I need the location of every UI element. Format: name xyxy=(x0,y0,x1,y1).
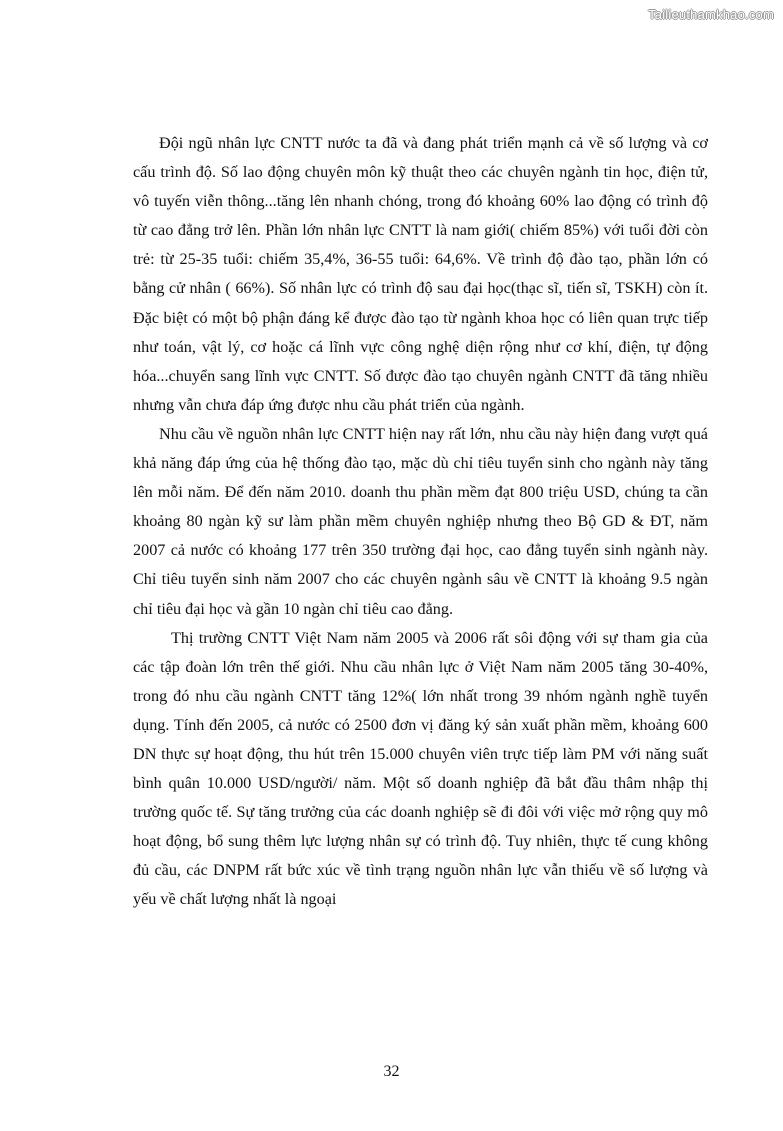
paragraph-workforce-demand: Nhu cầu về nguồn nhân lực CNTT hiện nay rất lớn, nhu cầu này hiện đang vượt quá khả năng đáp ứng của hệ thống đào tạo, mặc dù chỉ tiêu tuyển sinh cho ngành này tăng lên mỗi năm. Để đến năm 2010. doanh thu phần mềm đạt 800 triệu USD, chúng ta cần khoảng 80 ngàn kỹ sư làm phần mềm chuyên nghiệp nhưng theo Bộ GD & ĐT, năm 2007 cả nước có khoảng 177 trên 350 trường đại học, cao đẳng tuyển sinh ngành này. Chỉ tiêu tuyển sinh năm 2007 cho các chuyên ngành sâu về CNTT là khoảng 9.5 ngàn chỉ tiêu đại học và gần 10 ngàn chỉ tiêu cao đẳng. xyxy=(133,424,708,618)
paragraph-workforce-overview: Đội ngũ nhân lực CNTT nước ta đã và đang phát triển mạnh cả về số lượng và cơ cấu trình độ. Số lao động chuyên môn kỹ thuật theo các chuyên ngành tin học, điện tử, vô tuyến viễn thông...tăng lên nhanh chóng, trong đó khoảng 60% lao động có trình độ từ cao đẳng trở lên. Phần lớn nhân lực CNTT là nam giới( chiếm 85%) với tuổi đời còn trẻ: từ 25-35 tuổi: chiếm 35,4%, 36-55 tuổi: 64,6%. Về trình độ đào tạo, phần lớn có bằng cử nhân ( 66%). Số nhân lực có trình độ sau đại học(thạc sĩ, tiến sĩ, TSKH) còn ít. Đặc biệt có một bộ phận đáng kể được đào tạo từ ngành khoa học có liên quan trực tiếp như toán, vật lý, cơ hoặc cá lĩnh vực công nghệ diện rộng như cơ khí, điện, tự động hóa...chuyển sang lĩnh vực CNTT. Số được đào tạo chuyên ngành CNTT đã tăng nhiều nhưng vẫn chưa đáp ứng được nhu cầu phát triển của ngành. xyxy=(133,134,708,414)
document-body xyxy=(133,129,708,915)
watermark-text: Tailieuthamkhao.com xyxy=(648,7,774,22)
page-number: 32 xyxy=(383,1063,400,1080)
paragraph-it-market: Thị trường CNTT Việt Nam năm 2005 và 2006 rất sôi động với sự tham gia của các tập đoàn lớn trên thế giới. Nhu cầu nhân lực ở Việt Nam năm 2005 tăng 30-40%, trong đó nhu cầu ngành CNTT tăng 12%( lớn nhất trong 39 nhóm ngành nghề tuyển dụng. Tính đến 2005, cả nước có 2500 đơn vị đăng ký sản xuất phần mềm, khoảng 600 DN thực sự hoạt động, thu hút trên 15.000 chuyên viên trực tiếp làm PM với năng suất bình quân 10.000 USD/người/ năm. Một số doanh nghiệp đã bắt đầu thâm nhập thị trường quốc tế. Sự tăng trưởng của các doanh nghiệp sẽ đi đôi với việc mở rộng quy mô hoạt động, bổ sung thêm lực lượng nhân sự có trình độ. Tuy nhiên, thực tế cung không đủ cầu, các DNPM rất bức xúc về tình trạng nguồn nhân lực vẫn thiếu về số lượng và yếu về chất lượng nhất là ngoại xyxy=(133,628,708,909)
